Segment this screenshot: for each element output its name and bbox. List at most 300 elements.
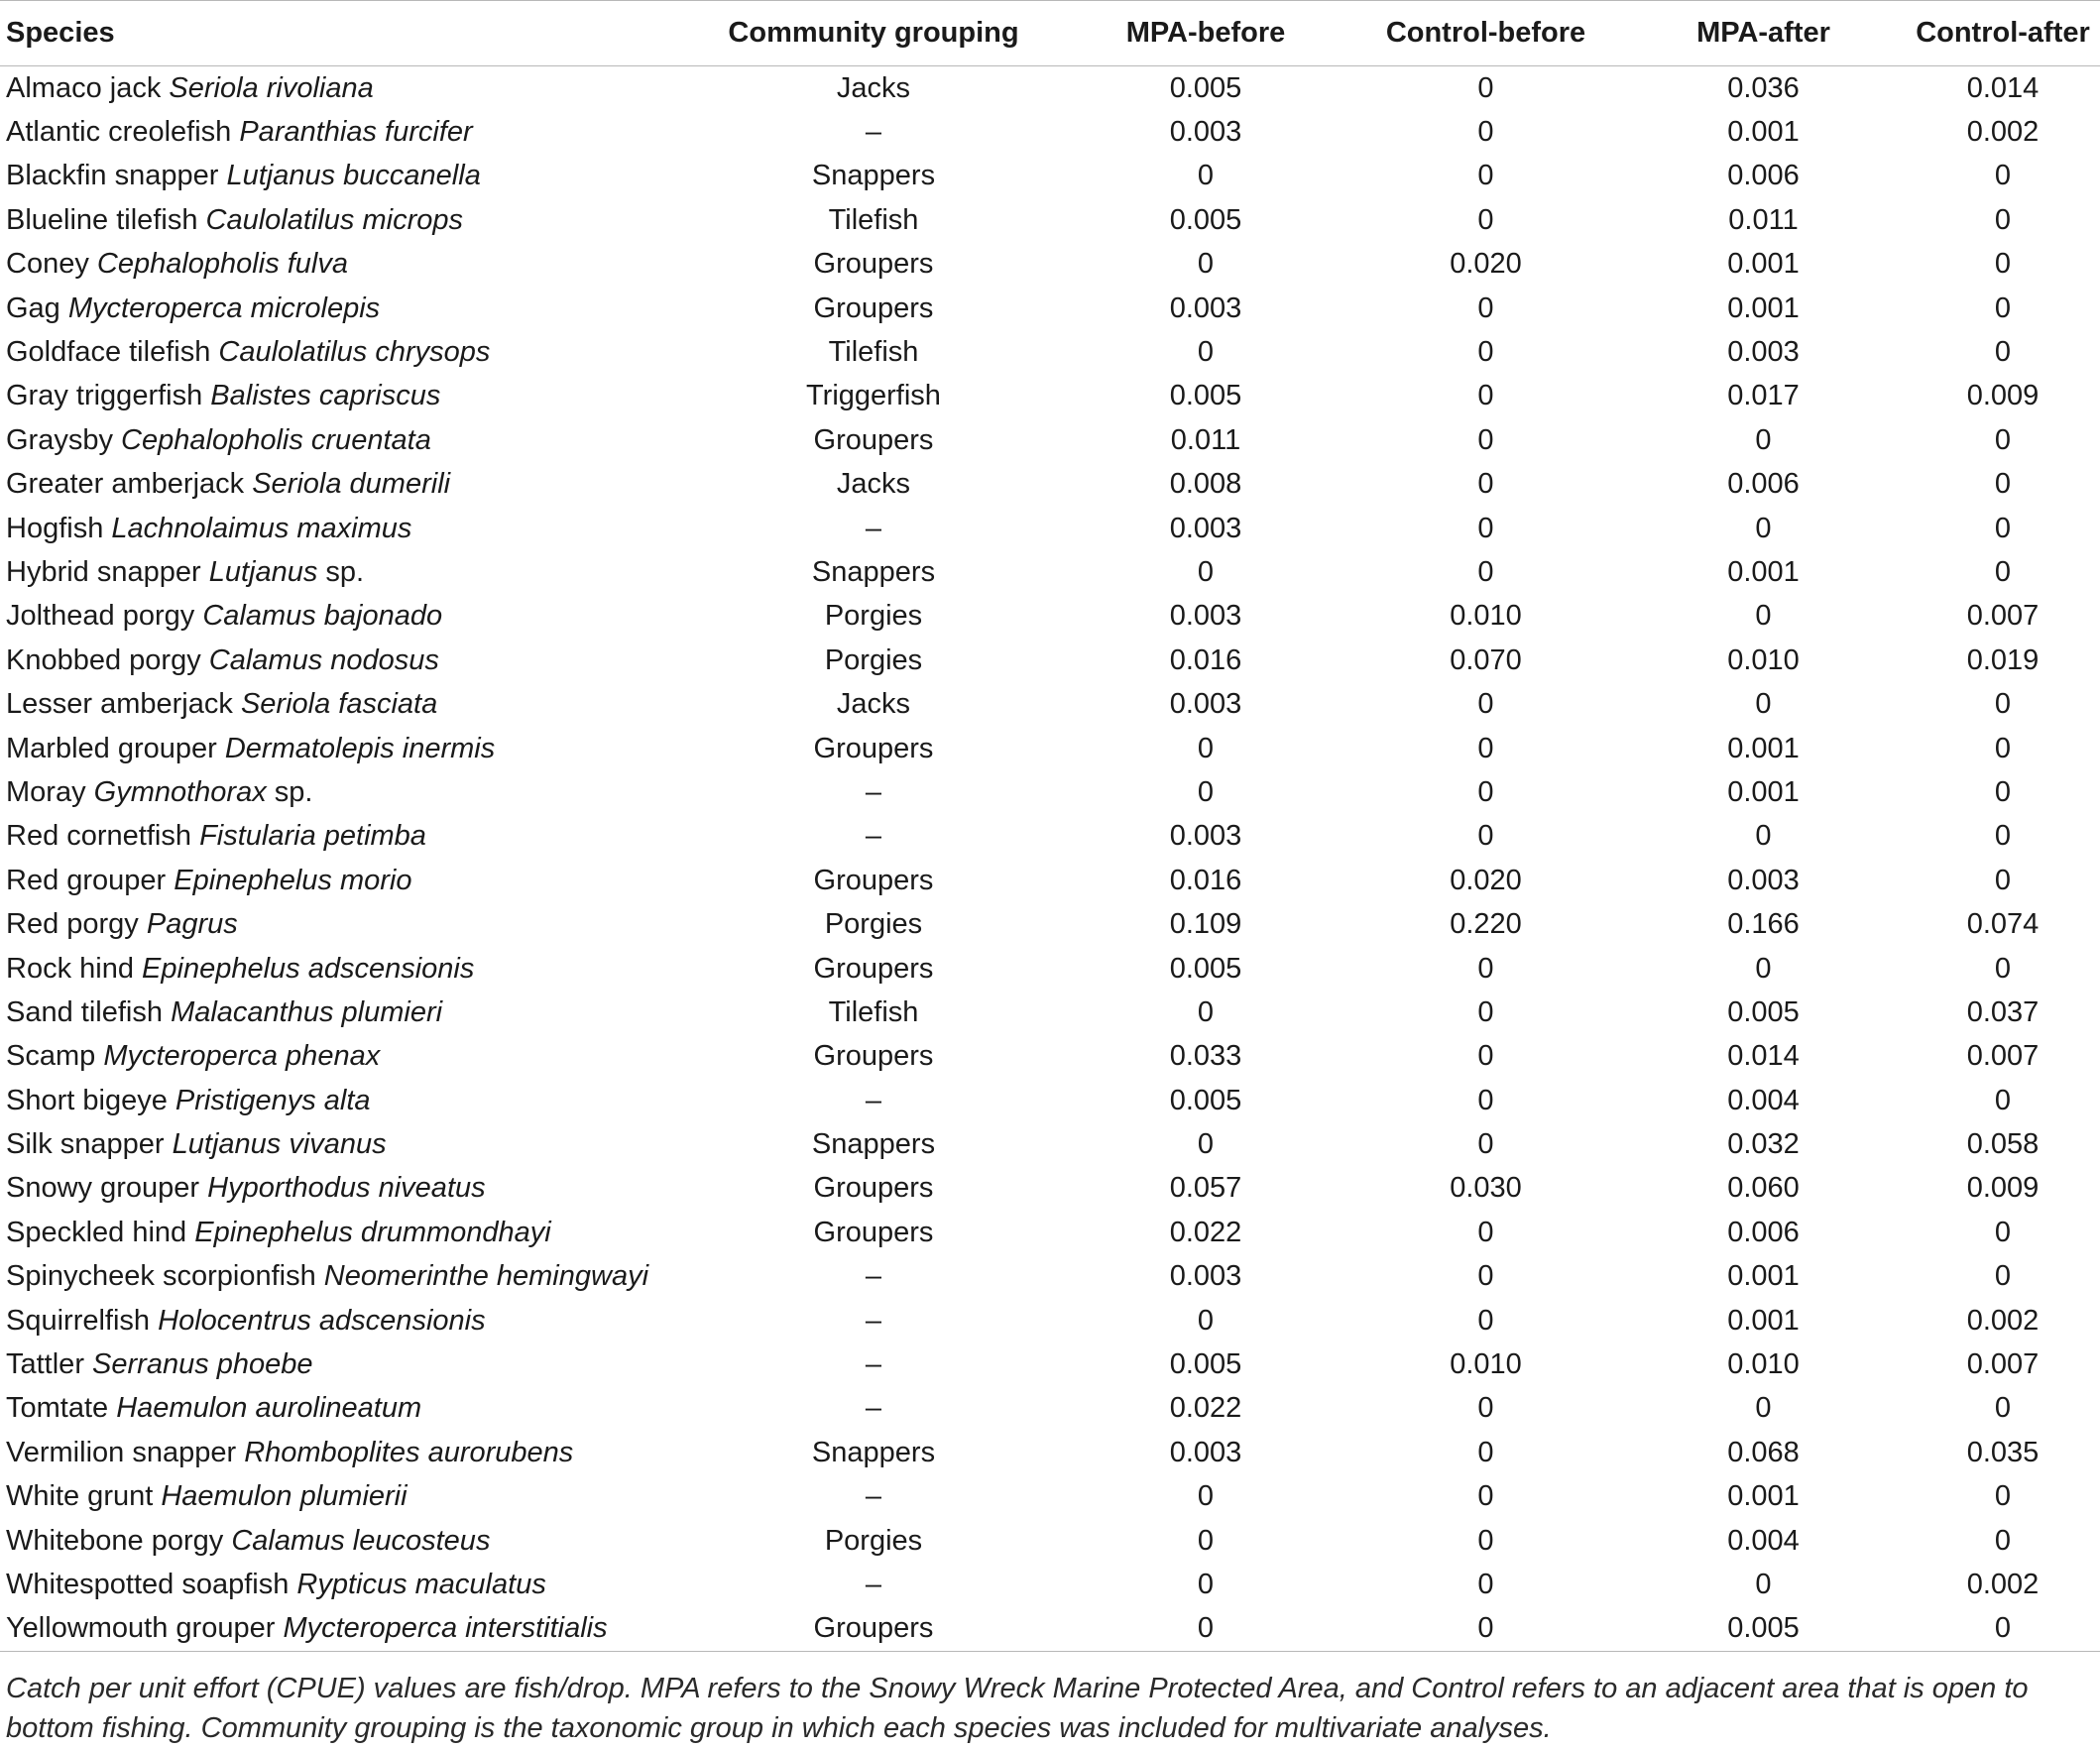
community-grouping-cell: Porgies: [824, 643, 923, 676]
species-cell: [0, 110, 680, 154]
community-grouping-cell: Jacks: [836, 71, 911, 104]
table-row: [0, 1299, 2100, 1342]
species-cell: [0, 1342, 680, 1386]
species-name-suffix: sp.: [317, 555, 365, 588]
control-before-cell: 0: [1477, 1128, 1494, 1161]
species-scientific-name: Epinephelus drummondhayi: [194, 1216, 551, 1248]
species-common-name: Knobbed porgy: [6, 643, 201, 676]
species-cell: [0, 1431, 680, 1474]
table-row: [0, 375, 2100, 418]
table-row: [0, 1079, 2100, 1122]
mpa-before-cell: 0.008: [1169, 468, 1242, 501]
control-before-cell: 0.070: [1450, 643, 1522, 676]
community-grouping-cell: Groupers: [813, 1172, 934, 1205]
community-grouping-cell: Groupers: [813, 292, 934, 324]
table-row: [0, 682, 2100, 726]
control-before-cell: 0.220: [1450, 908, 1522, 941]
species-scientific-name: Caulolatilus chrysops: [218, 336, 491, 369]
species-common-name: Yellowmouth grouper: [6, 1612, 276, 1645]
control-before-cell: 0: [1477, 116, 1494, 149]
mpa-after-cell: 0: [1755, 600, 1772, 633]
mpa-after-cell: 0.001: [1727, 1304, 1800, 1337]
community-grouping-cell: Snappers: [811, 1436, 936, 1468]
table-row: [0, 991, 2100, 1034]
control-before-cell: 0.030: [1450, 1172, 1522, 1205]
control-after-cell: 0: [1994, 864, 2012, 896]
control-before-cell: 0: [1477, 160, 1494, 192]
mpa-before-cell: 0.003: [1169, 292, 1242, 324]
species-cell: [0, 1387, 680, 1431]
species-cell: [0, 287, 680, 330]
species-scientific-name: Caulolatilus microps: [205, 203, 464, 236]
species-common-name: Hogfish: [6, 512, 104, 544]
species-scientific-name: Mycteroperca interstitialis: [283, 1612, 608, 1645]
control-after-cell: 0: [1994, 248, 2012, 281]
species-scientific-name: Lachnolaimus maximus: [111, 512, 412, 544]
table-row: [0, 110, 2100, 154]
species-scientific-name: Dermatolepis inermis: [224, 732, 496, 764]
control-after-cell: 0.007: [1966, 1040, 2040, 1073]
species-scientific-name: Pagrus: [146, 908, 238, 941]
species-scientific-name: Lutjanus vivanus: [172, 1128, 387, 1161]
control-before-cell: 0.010: [1450, 600, 1522, 633]
control-after-cell: 0.002: [1966, 116, 2040, 149]
species-scientific-name: Neomerinthe hemingwayi: [323, 1260, 649, 1293]
mpa-after-cell: 0: [1755, 512, 1772, 544]
species-scientific-name: Lutjanus: [208, 555, 318, 588]
mpa-after-cell: 0.003: [1727, 864, 1800, 896]
species-cell: [0, 550, 680, 594]
mpa-before-cell: 0: [1197, 732, 1215, 764]
mpa-before-cell: 0.003: [1169, 1260, 1242, 1293]
species-common-name: Silk snapper: [6, 1128, 165, 1161]
mpa-before-cell: 0.011: [1170, 423, 1241, 456]
species-cell: [0, 463, 680, 507]
control-before-cell: 0: [1477, 292, 1494, 324]
species-common-name: Greater amberjack: [6, 468, 245, 501]
mpa-after-cell: 0.001: [1727, 1480, 1800, 1513]
table-row: [0, 1607, 2100, 1652]
mpa-before-cell: 0: [1197, 1524, 1215, 1557]
community-grouping-cell: –: [865, 1480, 882, 1513]
mpa-before-cell: 0.033: [1169, 1040, 1242, 1073]
control-before-cell: 0: [1477, 555, 1494, 588]
species-scientific-name: Epinephelus adscensionis: [142, 952, 475, 985]
mpa-after-cell: 0.006: [1727, 468, 1800, 501]
mpa-before-cell: 0.005: [1169, 203, 1242, 236]
mpa-before-cell: 0.005: [1169, 380, 1242, 412]
control-after-cell: 0: [1994, 555, 2012, 588]
species-common-name: White grunt: [6, 1480, 154, 1513]
community-grouping-cell: Snappers: [811, 1128, 936, 1161]
species-cell: [0, 1563, 680, 1606]
community-grouping-cell: Groupers: [813, 1040, 934, 1073]
table-row: [0, 66, 2100, 111]
community-grouping-cell: Snappers: [811, 160, 936, 192]
mpa-before-cell: 0: [1197, 1304, 1215, 1337]
species-scientific-name: Hyporthodus niveatus: [207, 1172, 486, 1205]
species-common-name: Snowy grouper: [6, 1172, 200, 1205]
table-row: [0, 859, 2100, 902]
control-after-cell: 0: [1994, 820, 2012, 853]
mpa-before-cell: 0.003: [1169, 688, 1242, 721]
community-grouping-cell: Tilefish: [828, 203, 919, 236]
control-after-cell: 0: [1994, 1524, 2012, 1557]
control-before-cell: 0: [1477, 380, 1494, 412]
control-after-cell: 0.007: [1966, 1348, 2040, 1381]
table-row: [0, 1167, 2100, 1211]
species-common-name: Squirrelfish: [6, 1304, 151, 1337]
species-cell: [0, 1211, 680, 1254]
mpa-after-cell: 0.060: [1727, 1172, 1800, 1205]
mpa-after-cell: 0: [1755, 1392, 1772, 1425]
species-common-name: Short bigeye: [6, 1084, 168, 1116]
mpa-after-cell: 0.017: [1727, 380, 1800, 412]
control-after-cell: 0.007: [1966, 600, 2040, 633]
mpa-after-cell: 0.001: [1727, 292, 1800, 324]
mpa-before-cell: 0.003: [1169, 1436, 1242, 1468]
table-header-row: [0, 1, 2100, 66]
species-cell: [0, 991, 680, 1034]
control-before-cell: 0: [1477, 688, 1494, 721]
mpa-after-cell: 0.001: [1727, 555, 1800, 588]
table-row: [0, 463, 2100, 507]
mpa-before-cell: 0: [1197, 1128, 1215, 1161]
species-scientific-name: Holocentrus adscensionis: [158, 1304, 486, 1337]
control-after-cell: 0.058: [1966, 1128, 2040, 1161]
table-row: [0, 727, 2100, 770]
species-scientific-name: Malacanthus plumieri: [171, 995, 443, 1028]
community-grouping-cell: Jacks: [836, 688, 911, 721]
control-before-cell: 0: [1344, 1607, 1627, 1652]
species-common-name: Coney: [6, 248, 89, 281]
control-before-cell: 0: [1477, 1436, 1494, 1468]
control-before-cell: 0: [1477, 203, 1494, 236]
table-row: [0, 243, 2100, 287]
table-row: [0, 507, 2100, 550]
species-common-name: Jolthead porgy: [6, 600, 195, 633]
mpa-before-cell: 0.016: [1169, 864, 1242, 896]
species-common-name: Tattler: [6, 1348, 84, 1381]
species-scientific-name: Seriola dumerili: [252, 468, 451, 501]
mpa-before-cell: 0.005: [1169, 71, 1242, 104]
table-row: [0, 770, 2100, 814]
species-cell: [0, 375, 680, 418]
control-after-cell: 0: [1994, 468, 2012, 501]
mpa-before-cell: 0.022: [1169, 1392, 1242, 1425]
species-scientific-name: Mycteroperca phenax: [103, 1040, 381, 1073]
community-grouping-cell: –: [865, 1392, 882, 1425]
mpa-before-cell: 0.003: [1169, 820, 1242, 853]
mpa-after-cell: 0.001: [1727, 775, 1800, 808]
table-row: [0, 550, 2100, 594]
species-cell: [0, 198, 680, 242]
control-after-cell: 0: [1994, 423, 2012, 456]
species-common-name: Moray: [6, 775, 86, 808]
species-cell: [0, 859, 680, 902]
mpa-before-cell: 0.016: [1169, 643, 1242, 676]
mpa-before-cell: 0: [1197, 995, 1215, 1028]
species-scientific-name: Serranus phoebe: [92, 1348, 313, 1381]
species-cell: [0, 243, 680, 287]
control-after-cell: 0.002: [1966, 1304, 2040, 1337]
community-grouping-cell: Snappers: [811, 555, 936, 588]
control-after-cell: 0.019: [1966, 643, 2040, 676]
control-before-cell: 0.010: [1450, 1348, 1522, 1381]
species-cell: [0, 902, 680, 946]
species-cell: [0, 1299, 680, 1342]
mpa-after-cell: 0: [1755, 688, 1772, 721]
species-scientific-name: Rhomboplites aurorubens: [244, 1436, 574, 1468]
control-after-cell: 0.035: [1966, 1436, 2040, 1468]
mpa-before-cell: 0.057: [1169, 1172, 1242, 1205]
table-body: [0, 66, 2100, 1652]
mpa-before-cell: 0.005: [1169, 952, 1242, 985]
mpa-after-cell: 0.004: [1727, 1084, 1800, 1116]
table-row: [0, 287, 2100, 330]
mpa-after-cell: 0.001: [1727, 248, 1800, 281]
mpa-before-cell: 0: [1197, 775, 1215, 808]
species-common-name: Marbled grouper: [6, 732, 217, 764]
community-grouping-cell: –: [865, 116, 882, 149]
mpa-before-cell: 0: [1197, 1480, 1215, 1513]
control-before-cell: 0: [1477, 423, 1494, 456]
species-scientific-name: Haemulon plumierii: [161, 1480, 408, 1513]
community-grouping-cell: –: [865, 775, 882, 808]
control-after-cell: 0: [1994, 203, 2012, 236]
species-common-name: Tomtate: [6, 1392, 109, 1425]
community-grouping-cell: Groupers: [813, 1216, 934, 1248]
species-cell: [0, 330, 680, 374]
control-after-cell: 0: [1900, 1607, 2100, 1652]
mpa-after-cell: 0: [1755, 820, 1772, 853]
community-grouping-cell: Porgies: [824, 600, 923, 633]
header-control-after: Control-after: [1916, 17, 2090, 49]
species-scientific-name: Seriola rivoliana: [169, 71, 374, 104]
control-before-cell: 0: [1477, 468, 1494, 501]
table-row: [0, 198, 2100, 242]
mpa-before-cell: 0: [1197, 248, 1215, 281]
species-common-name: Speckled hind: [6, 1216, 187, 1248]
header-mpa-before: MPA-before: [1125, 17, 1286, 49]
community-grouping-cell: Groupers: [813, 423, 934, 456]
table-row: [0, 815, 2100, 859]
control-before-cell: 0: [1477, 1392, 1494, 1425]
mpa-after-cell: 0.001: [1727, 732, 1800, 764]
mpa-after-cell: 0.166: [1727, 908, 1800, 941]
control-after-cell: 0: [1994, 292, 2012, 324]
species-cell: [0, 1255, 680, 1299]
community-grouping-cell: Porgies: [824, 1524, 923, 1557]
control-after-cell: 0: [1994, 688, 2012, 721]
species-scientific-name: Rypticus maculatus: [296, 1568, 546, 1600]
mpa-after-cell: 0.001: [1727, 1260, 1800, 1293]
species-common-name: Blueline tilefish: [6, 203, 198, 236]
community-grouping-cell: Triggerfish: [806, 380, 941, 412]
species-cell: [0, 1519, 680, 1563]
control-before-cell: 0: [1477, 1524, 1494, 1557]
community-grouping-cell: –: [865, 1348, 882, 1381]
table-row: [0, 902, 2100, 946]
header-species: Species: [6, 17, 115, 49]
table-row: [0, 1387, 2100, 1431]
mpa-after-cell: 0.003: [1727, 336, 1800, 369]
mpa-before-cell: 0.005: [1169, 1084, 1242, 1116]
species-cell: [0, 1167, 680, 1211]
mpa-after-cell: 0.005: [1727, 995, 1800, 1028]
species-cell: [0, 418, 680, 462]
table-row: [0, 639, 2100, 682]
community-grouping-cell: –: [865, 1260, 882, 1293]
mpa-before-cell: 0.109: [1169, 908, 1242, 941]
species-common-name: Almaco jack: [6, 71, 162, 104]
mpa-after-cell: 0.004: [1727, 1524, 1800, 1557]
table-row: [0, 947, 2100, 991]
control-after-cell: 0: [1994, 1392, 2012, 1425]
species-cell: [0, 639, 680, 682]
control-before-cell: 0: [1477, 775, 1494, 808]
table-row: [0, 1211, 2100, 1254]
table-row: [0, 1563, 2100, 1606]
community-grouping-cell: Groupers: [813, 952, 934, 985]
header-community-grouping: Community grouping: [728, 17, 1019, 49]
mpa-after-cell: 0.011: [1728, 203, 1799, 236]
control-after-cell: 0: [1994, 1084, 2012, 1116]
species-name-suffix: sp.: [266, 775, 313, 808]
community-grouping-cell: Porgies: [824, 908, 923, 941]
species-common-name: Gag: [6, 292, 60, 324]
species-scientific-name: Cephalopholis cruentata: [121, 423, 431, 456]
species-common-name: Gray triggerfish: [6, 380, 203, 412]
mpa-before-cell: 0: [1197, 1568, 1215, 1600]
mpa-after-cell: 0: [1755, 423, 1772, 456]
species-scientific-name: Balistes capriscus: [210, 380, 441, 412]
species-scientific-name: Mycteroperca microlepis: [67, 292, 381, 324]
control-after-cell: 0.009: [1966, 1172, 2040, 1205]
table-row: [0, 595, 2100, 639]
mpa-before-cell: 0.022: [1169, 1216, 1242, 1248]
mpa-after-cell: 0.001: [1727, 116, 1800, 149]
table-row: [0, 418, 2100, 462]
species-common-name: Red porgy: [6, 908, 139, 941]
species-cell: [0, 1607, 680, 1652]
community-grouping-cell: –: [865, 1568, 882, 1600]
mpa-after-cell: 0.006: [1727, 1216, 1800, 1248]
table-row: [0, 1342, 2100, 1386]
community-grouping-cell: Groupers: [813, 864, 934, 896]
species-cell: [0, 155, 680, 198]
mpa-before-cell: 0: [1197, 336, 1215, 369]
community-grouping-cell: Groupers: [680, 1607, 1067, 1652]
species-scientific-name: Calamus leucosteus: [231, 1524, 491, 1557]
species-cell: [0, 507, 680, 550]
species-common-name: Rock hind: [6, 952, 134, 985]
species-common-name: Sand tilefish: [6, 995, 163, 1028]
control-after-cell: 0: [1994, 775, 2012, 808]
control-before-cell: 0: [1477, 1568, 1494, 1600]
species-common-name: Red grouper: [6, 864, 167, 896]
species-common-name: Whitespotted soapfish: [6, 1568, 290, 1600]
table-row: [0, 1035, 2100, 1079]
mpa-after-cell: 0: [1755, 952, 1772, 985]
control-after-cell: 0: [1994, 160, 2012, 192]
species-cell: [0, 682, 680, 726]
species-common-name: Graysby: [6, 423, 113, 456]
control-before-cell: 0: [1477, 820, 1494, 853]
control-after-cell: 0.002: [1966, 1568, 2040, 1600]
species-cell: [0, 1475, 680, 1519]
mpa-after-cell: 0.032: [1727, 1128, 1800, 1161]
control-after-cell: 0.037: [1966, 995, 2040, 1028]
community-grouping-cell: Jacks: [836, 468, 911, 501]
community-grouping-cell: Tilefish: [828, 336, 919, 369]
community-grouping-cell: –: [865, 820, 882, 853]
mpa-after-cell: 0: [1755, 1568, 1772, 1600]
species-scientific-name: Pristigenys alta: [175, 1084, 371, 1116]
mpa-before-cell: 0.003: [1169, 512, 1242, 544]
table-row: [0, 1431, 2100, 1474]
species-scientific-name: Epinephelus morio: [174, 864, 412, 896]
species-scientific-name: Haemulon aurolineatum: [116, 1392, 422, 1425]
header-mpa-after: MPA-after: [1696, 17, 1830, 49]
species-scientific-name: Gymnothorax: [93, 775, 267, 808]
species-scientific-name: Calamus bajonado: [202, 600, 443, 633]
mpa-after-cell: 0.010: [1727, 643, 1800, 676]
control-before-cell: 0: [1477, 1040, 1494, 1073]
species-common-name: Whitebone porgy: [6, 1524, 224, 1557]
table-row: [0, 1519, 2100, 1563]
species-cell: [0, 1035, 680, 1079]
species-scientific-name: Cephalopholis fulva: [96, 248, 349, 281]
species-cell: [0, 66, 680, 111]
species-cell: [0, 947, 680, 991]
species-cell: [0, 1122, 680, 1166]
control-after-cell: 0: [1994, 512, 2012, 544]
table-row: [0, 1122, 2100, 1166]
control-before-cell: 0: [1477, 1216, 1494, 1248]
mpa-after-cell: 0.010: [1727, 1348, 1800, 1381]
community-grouping-cell: –: [865, 1084, 882, 1116]
control-after-cell: 0.074: [1966, 908, 2040, 941]
table-row: [0, 330, 2100, 374]
mpa-before-cell: 0: [1197, 555, 1215, 588]
control-before-cell: 0: [1477, 1304, 1494, 1337]
species-common-name: Red cornetfish: [6, 820, 191, 853]
mpa-before-cell: 0.005: [1169, 1348, 1242, 1381]
community-grouping-cell: Tilefish: [828, 995, 919, 1028]
control-before-cell: 0: [1477, 995, 1494, 1028]
species-scientific-name: Paranthias furcifer: [239, 116, 473, 149]
community-grouping-cell: Groupers: [813, 732, 934, 764]
control-before-cell: 0: [1477, 1260, 1494, 1293]
species-common-name: Spinycheek scorpionfish: [6, 1260, 316, 1293]
species-cell: [0, 770, 680, 814]
species-cell: [0, 727, 680, 770]
species-common-name: Goldface tilefish: [6, 336, 211, 369]
mpa-after-cell: 0.068: [1727, 1436, 1800, 1468]
mpa-before-cell: 0.003: [1169, 600, 1242, 633]
mpa-before-cell: 0.003: [1169, 116, 1242, 149]
species-common-name: Vermilion snapper: [6, 1436, 237, 1468]
species-cell: [0, 1079, 680, 1122]
community-grouping-cell: Groupers: [813, 248, 934, 281]
community-grouping-cell: –: [865, 512, 882, 544]
control-after-cell: 0.009: [1966, 380, 2040, 412]
species-common-name: Scamp: [6, 1040, 96, 1073]
control-after-cell: 0: [1994, 732, 2012, 764]
community-grouping-cell: –: [865, 1304, 882, 1337]
species-scientific-name: Lutjanus buccanella: [226, 160, 481, 192]
